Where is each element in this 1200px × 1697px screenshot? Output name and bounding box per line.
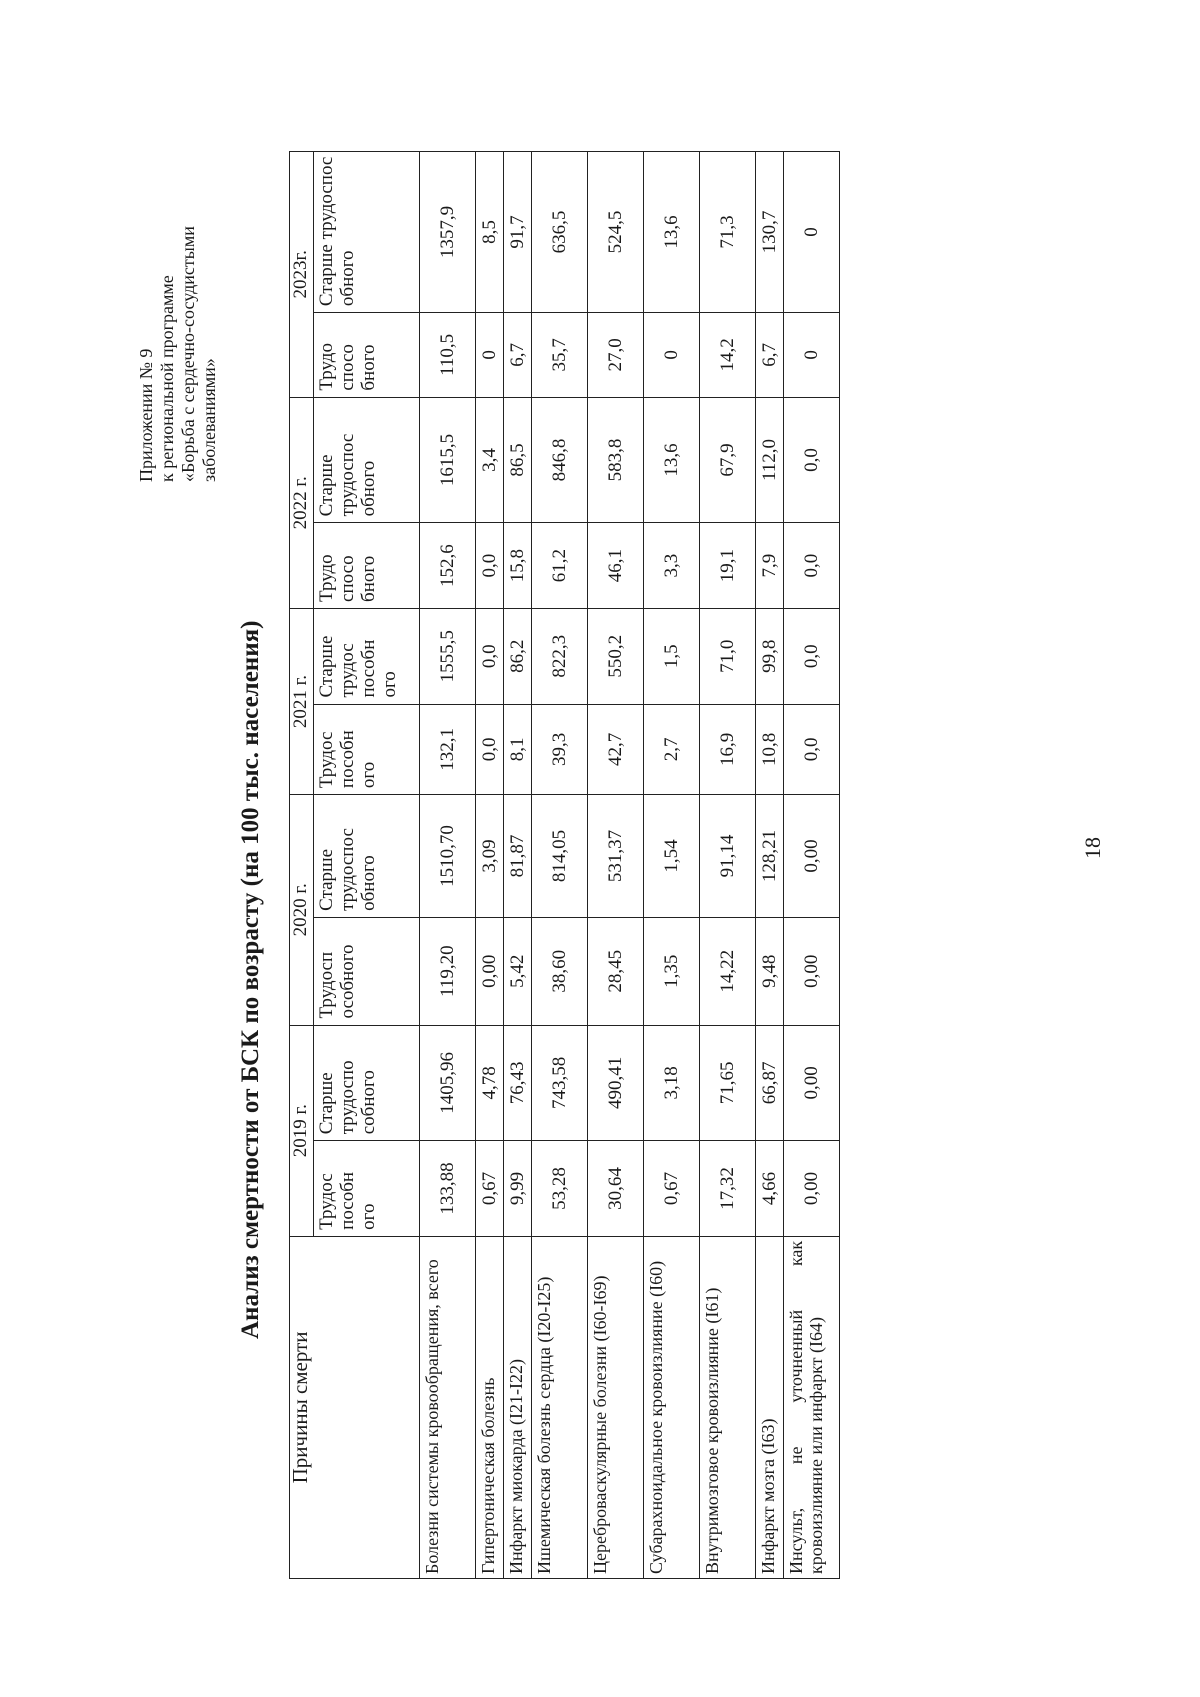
age-group-header: Старше трудоспос обного xyxy=(314,152,420,313)
cause-cell: Цереброваскулярные болезни (I60-I69) xyxy=(588,1236,644,1578)
value-cell: 27,0 xyxy=(588,313,644,398)
page-number: 18 xyxy=(1080,837,1105,859)
table-row xyxy=(476,152,504,1579)
value-cell: 61,2 xyxy=(532,523,588,609)
value-cell: 1510,70 xyxy=(420,795,476,918)
value-cell: 1,35 xyxy=(644,917,700,1025)
value-cell: 13,6 xyxy=(644,152,700,313)
value-cell: 9,99 xyxy=(504,1141,532,1237)
table-row xyxy=(420,152,476,1579)
value-cell: 7,9 xyxy=(756,523,784,609)
value-cell: 0 xyxy=(784,152,840,313)
age-group-header: Старше трудоспос обного xyxy=(314,795,420,918)
value-cell: 39,3 xyxy=(532,704,588,795)
value-cell: 2,7 xyxy=(644,704,700,795)
value-cell: 0,0 xyxy=(784,704,840,795)
value-cell: 531,37 xyxy=(588,795,644,918)
value-cell: 8,1 xyxy=(504,704,532,795)
appendix-note xyxy=(136,226,220,482)
cause-header: Причины смерти xyxy=(290,1236,420,1578)
cause-cell: Гипертоническая болезнь xyxy=(476,1236,504,1578)
value-cell: 0,0 xyxy=(476,523,504,609)
table-row xyxy=(504,152,532,1579)
value-cell: 490,41 xyxy=(588,1025,644,1141)
value-cell: 0,0 xyxy=(784,397,840,523)
value-cell: 1555,5 xyxy=(420,608,476,704)
value-cell: 19,1 xyxy=(700,523,756,609)
table-row xyxy=(588,152,644,1579)
value-cell: 71,0 xyxy=(700,608,756,704)
value-cell: 3,09 xyxy=(476,795,504,918)
appendix-note-line: к региональной программе xyxy=(157,275,177,482)
value-cell: 636,5 xyxy=(532,152,588,313)
value-cell: 14,2 xyxy=(700,313,756,398)
age-group-header: Старше трудоспос обного xyxy=(314,397,420,523)
table-row xyxy=(644,152,700,1579)
value-cell: 15,8 xyxy=(504,523,532,609)
value-cell: 846,8 xyxy=(532,397,588,523)
value-cell: 130,7 xyxy=(756,152,784,313)
value-cell: 81,87 xyxy=(504,795,532,918)
value-cell: 28,45 xyxy=(588,917,644,1025)
cause-cell: Инфаркт мозга (I63) xyxy=(756,1236,784,1578)
value-cell: 76,43 xyxy=(504,1025,532,1141)
page-title: Анализ смертности от БСК по возрасту (на 100 тыс. населения) xyxy=(237,620,264,1339)
value-cell: 119,20 xyxy=(420,917,476,1025)
value-cell: 30,64 xyxy=(588,1141,644,1237)
value-cell: 110,5 xyxy=(420,313,476,398)
value-cell: 71,65 xyxy=(700,1025,756,1141)
value-cell: 1,54 xyxy=(644,795,700,918)
value-cell: 0,00 xyxy=(784,917,840,1025)
value-cell: 152,6 xyxy=(420,523,476,609)
value-cell: 66,87 xyxy=(756,1025,784,1141)
value-cell: 0,67 xyxy=(476,1141,504,1237)
value-cell: 8,5 xyxy=(476,152,504,313)
value-cell: 53,28 xyxy=(532,1141,588,1237)
value-cell: 0,00 xyxy=(784,1025,840,1141)
age-group-header: Трудосп особного xyxy=(314,917,420,1025)
year-header: 2019 г. xyxy=(290,1025,314,1236)
value-cell: 132,1 xyxy=(420,704,476,795)
appendix-note-line: «Борьба с сердечно-сосудистыми xyxy=(178,226,198,482)
value-cell: 0,00 xyxy=(476,917,504,1025)
value-cell: 128,21 xyxy=(756,795,784,918)
value-cell: 0 xyxy=(644,313,700,398)
age-group-header: Трудос пособн ого xyxy=(314,704,420,795)
year-header: 2023г. xyxy=(290,152,314,398)
table-row xyxy=(756,152,784,1579)
value-cell: 3,3 xyxy=(644,523,700,609)
value-cell: 0,67 xyxy=(644,1141,700,1237)
value-cell: 35,7 xyxy=(532,313,588,398)
value-cell: 71,3 xyxy=(700,152,756,313)
age-group-header: Трудо спосо бного xyxy=(314,313,420,398)
value-cell: 46,1 xyxy=(588,523,644,609)
value-cell: 17,32 xyxy=(700,1141,756,1237)
value-cell: 0,0 xyxy=(784,608,840,704)
value-cell: 0,00 xyxy=(784,795,840,918)
value-cell: 550,2 xyxy=(588,608,644,704)
value-cell: 91,7 xyxy=(504,152,532,313)
value-cell: 14,22 xyxy=(700,917,756,1025)
table-row xyxy=(700,152,756,1579)
appendix-note-line: Приложении № 9 xyxy=(136,348,156,482)
value-cell: 814,05 xyxy=(532,795,588,918)
value-cell: 0 xyxy=(784,313,840,398)
value-cell: 0,0 xyxy=(476,704,504,795)
value-cell: 3,18 xyxy=(644,1025,700,1141)
mortality-table xyxy=(289,151,840,1579)
value-cell: 0 xyxy=(476,313,504,398)
value-cell: 99,8 xyxy=(756,608,784,704)
age-group-header: Старше трудос пособн ого xyxy=(314,608,420,704)
value-cell: 0,0 xyxy=(784,523,840,609)
value-cell: 0,00 xyxy=(784,1141,840,1237)
cause-cell: Инфаркт миокарда (I21-I22) xyxy=(504,1236,532,1578)
value-cell: 1405,96 xyxy=(420,1025,476,1141)
table-row xyxy=(784,152,840,1579)
value-cell: 1,5 xyxy=(644,608,700,704)
value-cell: 1357,9 xyxy=(420,152,476,313)
cause-cell: Ишемическая болезнь сердца (I20-I25) xyxy=(532,1236,588,1578)
value-cell: 4,66 xyxy=(756,1141,784,1237)
value-cell: 10,8 xyxy=(756,704,784,795)
year-header: 2022 г. xyxy=(290,397,314,608)
age-group-header: Старше трудоспо собного xyxy=(314,1025,420,1141)
value-cell: 822,3 xyxy=(532,608,588,704)
table-row xyxy=(532,152,588,1579)
value-cell: 16,9 xyxy=(700,704,756,795)
value-cell: 38,60 xyxy=(532,917,588,1025)
value-cell: 86,5 xyxy=(504,397,532,523)
cause-cell: Инсульт, не уточненный как кровоизлияние или инфаркт (I64) xyxy=(784,1236,840,1578)
value-cell: 13,6 xyxy=(644,397,700,523)
value-cell: 112,0 xyxy=(756,397,784,523)
cause-cell: Субарахноидальное кровоизлияние (I60) xyxy=(644,1236,700,1578)
value-cell: 3,4 xyxy=(476,397,504,523)
value-cell: 743,58 xyxy=(532,1025,588,1141)
value-cell: 6,7 xyxy=(756,313,784,398)
value-cell: 6,7 xyxy=(504,313,532,398)
value-cell: 583,8 xyxy=(588,397,644,523)
value-cell: 133,88 xyxy=(420,1141,476,1237)
value-cell: 9,48 xyxy=(756,917,784,1025)
year-header: 2020 г. xyxy=(290,795,314,1025)
appendix-note-line: заболеваниями» xyxy=(199,358,219,482)
age-group-header: Трудос пособн ого xyxy=(314,1141,420,1237)
age-group-header: Трудо спосо бного xyxy=(314,523,420,609)
value-cell: 5,42 xyxy=(504,917,532,1025)
cause-cell: Болезни системы кровообращения, всего xyxy=(420,1236,476,1578)
value-cell: 42,7 xyxy=(588,704,644,795)
value-cell: 524,5 xyxy=(588,152,644,313)
value-cell: 1615,5 xyxy=(420,397,476,523)
value-cell: 67,9 xyxy=(700,397,756,523)
year-header: 2021 г. xyxy=(290,608,314,794)
value-cell: 91,14 xyxy=(700,795,756,918)
cause-cell: Внутримозговое кровоизлияние (I61) xyxy=(700,1236,756,1578)
value-cell: 4,78 xyxy=(476,1025,504,1141)
value-cell: 0,0 xyxy=(476,608,504,704)
value-cell: 86,2 xyxy=(504,608,532,704)
